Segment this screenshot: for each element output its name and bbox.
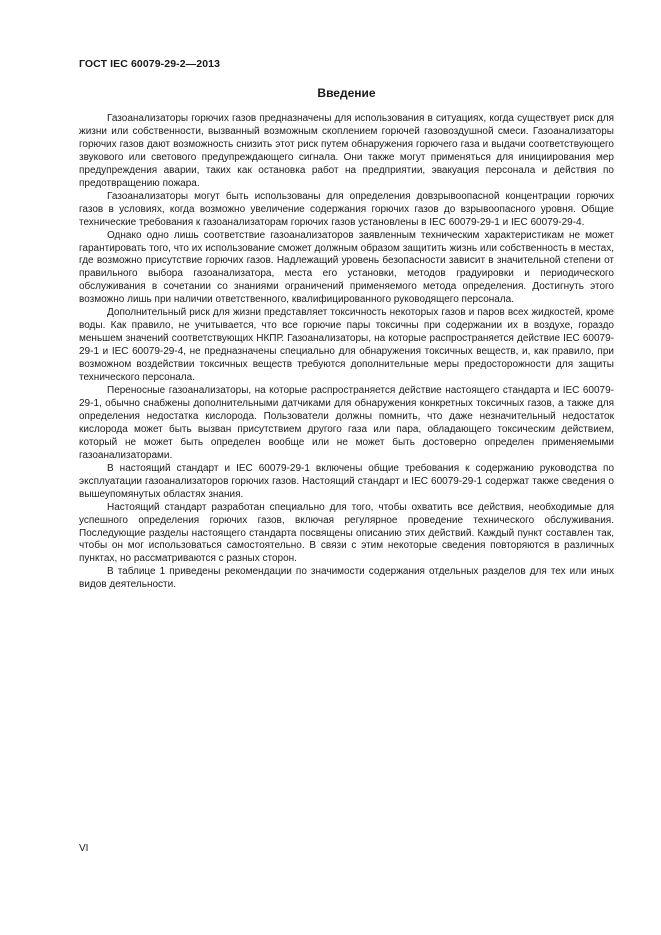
section-title-text: Введение (317, 86, 376, 100)
paragraph: Однако одно лишь соответствие газоанализаторов заявленным техническим характеристикам не может гарантировать того, что их использование сможет должным образом защитить жизнь или собственность в местах, где возможно присутствие горючих газов. Надлежащий уровень безопасности зависит в значительной степени от правильного выбора газоанализатора, места его установки, методов градуировки и периодического обслуживания в сочетании со знаниями ограничений применяемого метода определения. Достигнуть этого возможно лишь при наличии ответственного, квалифицированного руководящего персонала. (79, 229, 614, 306)
body-text (79, 113, 614, 592)
paragraph: Дополнительный риск для жизни представляет токсичность некоторых газов и паров всех жидкостей, кроме воды. Как правило, не учитывается, что все горючие пары токсичны при содержании их в воздухе, гораздо меньшем значений соответствующих НКПР. Газоанализаторы, на которые распространяется действие IEC 60079-29-1 и IEC 60079-29-4, не предназначены специально для обнаружения токсичных веществ, и, как правило, при возможном воздействии токсичных веществ требуются дополнительные меры предосторожности для защиты технического персонала. (79, 307, 614, 384)
paragraph: Газоанализаторы могут быть использованы для определения довзрывоопасной концентрации горючих газов в условиях, когда возможно увеличение содержания горючих газов до взрывоопасного уровня. Общие технические требования к газоанализаторам горючих газов установлены в IEC 60079-29-1 и IEC 60079-29-4. (79, 190, 614, 228)
paragraph: В настоящий стандарт и IEC 60079-29-1 включены общие требования к содержанию руководства по эксплуатации газоанализаторов горючих газов. Настоящий стандарт и IEC 60079-29-1 содержат также сведения о вышеупомянутых областях знания. (79, 462, 614, 500)
paragraph: В таблице 1 приведены рекомендации по значимости содержания отдельных разделов для тех или иных видов деятельности. (79, 566, 614, 591)
section-title (0, 86, 661, 100)
page-number: VI (79, 843, 89, 854)
paragraph: Газоанализаторы горючих газов предназначены для использования в ситуациях, когда существует риск для жизни или собственности, вызванный возможным скоплением горючей газовоздушной смеси. Газоанализаторы горючих газов дают возможность снизить этот риск путем обнаружения горючего газа и выдачи соответствующего звукового или светового предупреждающего сигнала. Они также могут применяться для инициирования мер предупреждения аварии, таких как остановка работ на предприятии, эвакуация персонала и действия по предотвращению пожара. (79, 113, 614, 189)
paragraph: Переносные газоанализаторы, на которые распространяется действие настоящего стандарта и IEC 60079-29-1, обычно снабжены дополнительными датчиками для обнаружения конкретных токсичных газов, а также для определения недостатка кислорода. Пользователи должны помнить, что даже незначительный недостаток кислорода может быть вызван присутствием другого газа или пара, обладающего токсическим действием, который не может быть определен вообще или не может быть достоверно определен применяемыми газоанализаторами. (79, 385, 614, 461)
paragraph: Настоящий стандарт разработан специально для того, чтобы охватить все действия, необходимые для успешного определения горючих газов, включая регулярное проведение технического обслуживания. Последующие разделы настоящего стандарта посвящены описанию этих действий. Каждый пункт составлен так, чтобы он мог использоваться самостоятельно. В связи с этим некоторые сведения повторяются в различных пунктах, но рассматриваются с разных сторон. (79, 501, 614, 565)
document-code: ГОСТ IEC 60079-29-2—2013 (79, 58, 221, 70)
